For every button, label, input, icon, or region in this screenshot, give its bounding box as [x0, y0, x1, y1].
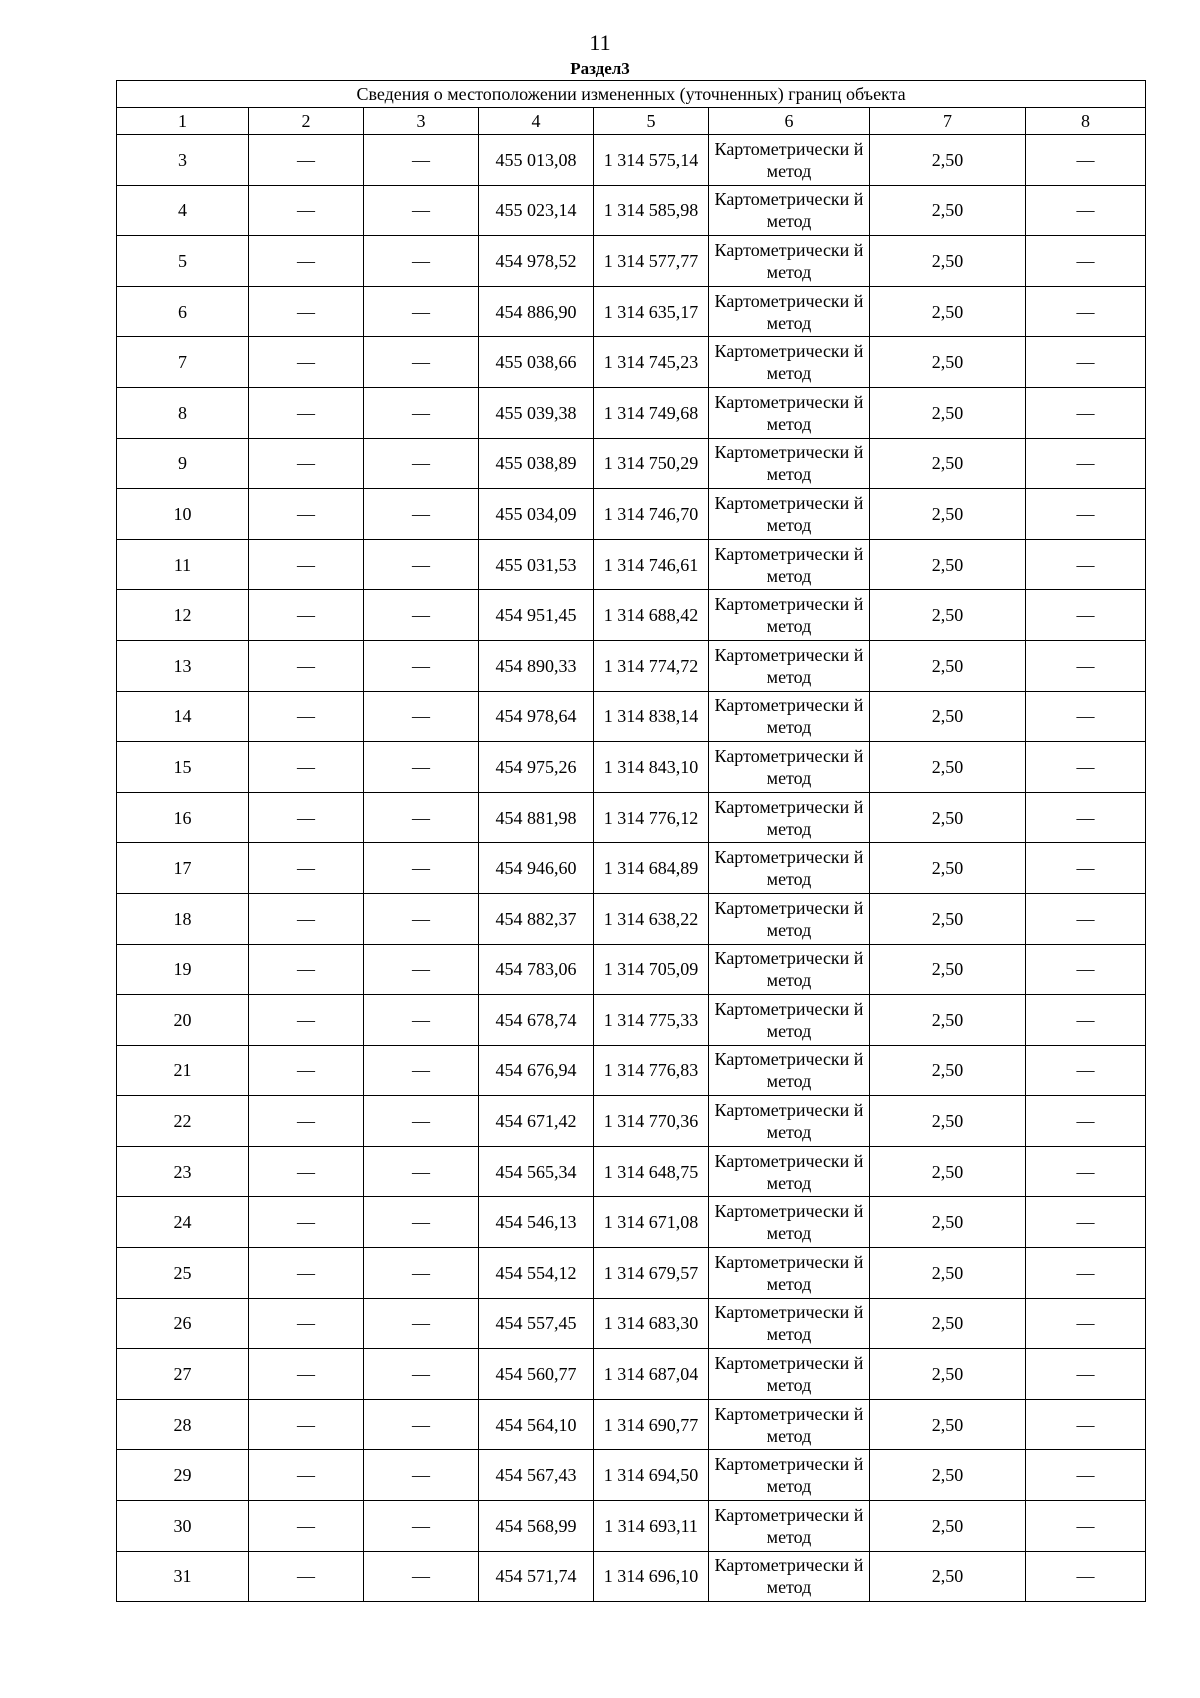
method-cell: Картометрически й метод: [709, 1248, 870, 1299]
column-3-cell: —: [364, 438, 479, 489]
column-3-cell: —: [364, 236, 479, 287]
x-coordinate-cell: 454 567,43: [479, 1450, 594, 1501]
table-row: [117, 387, 1146, 438]
column-8-cell: —: [1026, 1551, 1146, 1602]
table-caption: Сведения о местоположении измененных (уточненных) границ объекта: [117, 81, 1146, 108]
y-coordinate-cell: 1 314 577,77: [594, 236, 709, 287]
column-header: 6: [709, 108, 870, 135]
column-3-cell: —: [364, 1197, 479, 1248]
precision-cell: 2,50: [870, 135, 1026, 186]
point-number-cell: 7: [117, 337, 249, 388]
column-3-cell: —: [364, 489, 479, 540]
precision-cell: 2,50: [870, 995, 1026, 1046]
column-2-cell: —: [249, 742, 364, 793]
column-2-cell: —: [249, 489, 364, 540]
precision-cell: 2,50: [870, 1096, 1026, 1147]
y-coordinate-cell: 1 314 688,42: [594, 590, 709, 641]
section-title: Раздел3: [570, 59, 630, 78]
column-8-cell: —: [1026, 489, 1146, 540]
column-3-cell: —: [364, 792, 479, 843]
column-2-cell: —: [249, 1096, 364, 1147]
point-number-cell: 11: [117, 539, 249, 590]
table-row: [117, 135, 1146, 186]
y-coordinate-cell: 1 314 750,29: [594, 438, 709, 489]
column-8-cell: —: [1026, 792, 1146, 843]
column-3-cell: —: [364, 742, 479, 793]
table-row: [117, 1298, 1146, 1349]
point-number-cell: 15: [117, 742, 249, 793]
column-3-cell: —: [364, 843, 479, 894]
table-row: [117, 1349, 1146, 1400]
table-row: [117, 489, 1146, 540]
column-8-cell: —: [1026, 1248, 1146, 1299]
column-2-cell: —: [249, 438, 364, 489]
column-8-cell: —: [1026, 1197, 1146, 1248]
precision-cell: 2,50: [870, 1146, 1026, 1197]
column-2-cell: —: [249, 1501, 364, 1552]
method-cell: Картометрически й метод: [709, 1349, 870, 1400]
table-row: [117, 1248, 1146, 1299]
y-coordinate-cell: 1 314 694,50: [594, 1450, 709, 1501]
column-8-cell: —: [1026, 691, 1146, 742]
table-row: [117, 438, 1146, 489]
table-row: [117, 286, 1146, 337]
column-2-cell: —: [249, 1045, 364, 1096]
precision-cell: 2,50: [870, 236, 1026, 287]
method-cell: Картометрически й метод: [709, 337, 870, 388]
method-cell: Картометрически й метод: [709, 893, 870, 944]
column-header-row: [117, 108, 1146, 135]
x-coordinate-cell: 455 013,08: [479, 135, 594, 186]
column-8-cell: —: [1026, 640, 1146, 691]
column-3-cell: —: [364, 893, 479, 944]
precision-cell: 2,50: [870, 893, 1026, 944]
method-cell: Картометрически й метод: [709, 1096, 870, 1147]
table-row: [117, 843, 1146, 894]
precision-cell: 2,50: [870, 1450, 1026, 1501]
point-number-cell: 12: [117, 590, 249, 641]
page-number: 11: [589, 30, 611, 55]
column-2-cell: —: [249, 691, 364, 742]
point-number-cell: 17: [117, 843, 249, 894]
y-coordinate-cell: 1 314 679,57: [594, 1248, 709, 1299]
y-coordinate-cell: 1 314 775,33: [594, 995, 709, 1046]
x-coordinate-cell: 454 946,60: [479, 843, 594, 894]
column-header: 4: [479, 108, 594, 135]
point-number-cell: 5: [117, 236, 249, 287]
method-cell: Картометрически й метод: [709, 1399, 870, 1450]
table-row: [117, 185, 1146, 236]
method-cell: Картометрически й метод: [709, 387, 870, 438]
method-cell: Картометрически й метод: [709, 995, 870, 1046]
column-8-cell: —: [1026, 1501, 1146, 1552]
column-8-cell: —: [1026, 944, 1146, 995]
column-3-cell: —: [364, 185, 479, 236]
x-coordinate-cell: 455 034,09: [479, 489, 594, 540]
method-cell: Картометрически й метод: [709, 792, 870, 843]
column-2-cell: —: [249, 337, 364, 388]
y-coordinate-cell: 1 314 746,61: [594, 539, 709, 590]
precision-cell: 2,50: [870, 337, 1026, 388]
column-3-cell: —: [364, 1146, 479, 1197]
y-coordinate-cell: 1 314 638,22: [594, 893, 709, 944]
column-8-cell: —: [1026, 742, 1146, 793]
column-8-cell: —: [1026, 236, 1146, 287]
column-2-cell: —: [249, 1399, 364, 1450]
column-3-cell: —: [364, 1298, 479, 1349]
precision-cell: 2,50: [870, 1551, 1026, 1602]
x-coordinate-cell: 454 890,33: [479, 640, 594, 691]
table-row: [117, 337, 1146, 388]
point-number-cell: 10: [117, 489, 249, 540]
method-cell: Картометрически й метод: [709, 236, 870, 287]
precision-cell: 2,50: [870, 438, 1026, 489]
precision-cell: 2,50: [870, 742, 1026, 793]
method-cell: Картометрически й метод: [709, 590, 870, 641]
point-number-cell: 25: [117, 1248, 249, 1299]
point-number-cell: 29: [117, 1450, 249, 1501]
column-3-cell: —: [364, 691, 479, 742]
method-cell: Картометрически й метод: [709, 438, 870, 489]
x-coordinate-cell: 455 038,89: [479, 438, 594, 489]
column-2-cell: —: [249, 1450, 364, 1501]
table-body: [117, 135, 1146, 1602]
table-row: [117, 944, 1146, 995]
precision-cell: 2,50: [870, 944, 1026, 995]
column-header: 5: [594, 108, 709, 135]
column-8-cell: —: [1026, 590, 1146, 641]
x-coordinate-cell: 454 975,26: [479, 742, 594, 793]
column-8-cell: —: [1026, 185, 1146, 236]
x-coordinate-cell: 454 560,77: [479, 1349, 594, 1400]
table-row: [117, 691, 1146, 742]
y-coordinate-cell: 1 314 749,68: [594, 387, 709, 438]
table-row: [117, 1197, 1146, 1248]
column-3-cell: —: [364, 1399, 479, 1450]
point-number-cell: 22: [117, 1096, 249, 1147]
column-3-cell: —: [364, 590, 479, 641]
precision-cell: 2,50: [870, 640, 1026, 691]
method-cell: Картометрически й метод: [709, 691, 870, 742]
column-2-cell: —: [249, 1298, 364, 1349]
x-coordinate-cell: 454 546,13: [479, 1197, 594, 1248]
y-coordinate-cell: 1 314 671,08: [594, 1197, 709, 1248]
column-2-cell: —: [249, 843, 364, 894]
column-8-cell: —: [1026, 995, 1146, 1046]
column-header: 3: [364, 108, 479, 135]
table-row: [117, 640, 1146, 691]
x-coordinate-cell: 454 571,74: [479, 1551, 594, 1602]
method-cell: Картометрически й метод: [709, 843, 870, 894]
column-8-cell: —: [1026, 1146, 1146, 1197]
point-number-cell: 14: [117, 691, 249, 742]
y-coordinate-cell: 1 314 838,14: [594, 691, 709, 742]
x-coordinate-cell: 454 678,74: [479, 995, 594, 1046]
point-number-cell: 27: [117, 1349, 249, 1400]
column-8-cell: —: [1026, 1298, 1146, 1349]
column-2-cell: —: [249, 539, 364, 590]
method-cell: Картометрически й метод: [709, 1298, 870, 1349]
column-2-cell: —: [249, 590, 364, 641]
column-3-cell: —: [364, 1501, 479, 1552]
x-coordinate-cell: 455 039,38: [479, 387, 594, 438]
column-3-cell: —: [364, 1450, 479, 1501]
column-3-cell: —: [364, 1349, 479, 1400]
boundary-coordinates-table: [116, 80, 1146, 1602]
y-coordinate-cell: 1 314 770,36: [594, 1096, 709, 1147]
method-cell: Картометрически й метод: [709, 539, 870, 590]
table-row: [117, 893, 1146, 944]
column-3-cell: —: [364, 135, 479, 186]
point-number-cell: 31: [117, 1551, 249, 1602]
column-3-cell: —: [364, 539, 479, 590]
point-number-cell: 19: [117, 944, 249, 995]
precision-cell: 2,50: [870, 1501, 1026, 1552]
column-8-cell: —: [1026, 438, 1146, 489]
column-8-cell: —: [1026, 1349, 1146, 1400]
precision-cell: 2,50: [870, 286, 1026, 337]
column-2-cell: —: [249, 640, 364, 691]
column-2-cell: —: [249, 995, 364, 1046]
precision-cell: 2,50: [870, 590, 1026, 641]
column-8-cell: —: [1026, 1045, 1146, 1096]
column-2-cell: —: [249, 185, 364, 236]
table-row: [117, 236, 1146, 287]
precision-cell: 2,50: [870, 843, 1026, 894]
column-8-cell: —: [1026, 135, 1146, 186]
column-header: 1: [117, 108, 249, 135]
y-coordinate-cell: 1 314 843,10: [594, 742, 709, 793]
point-number-cell: 26: [117, 1298, 249, 1349]
method-cell: Картометрически й метод: [709, 742, 870, 793]
y-coordinate-cell: 1 314 648,75: [594, 1146, 709, 1197]
column-8-cell: —: [1026, 387, 1146, 438]
table-row: [117, 1501, 1146, 1552]
column-2-cell: —: [249, 286, 364, 337]
point-number-cell: 16: [117, 792, 249, 843]
x-coordinate-cell: 454 564,10: [479, 1399, 594, 1450]
column-8-cell: —: [1026, 1399, 1146, 1450]
point-number-cell: 9: [117, 438, 249, 489]
column-8-cell: —: [1026, 1450, 1146, 1501]
precision-cell: 2,50: [870, 691, 1026, 742]
precision-cell: 2,50: [870, 185, 1026, 236]
column-2-cell: —: [249, 944, 364, 995]
method-cell: Картометрически й метод: [709, 286, 870, 337]
column-3-cell: —: [364, 387, 479, 438]
y-coordinate-cell: 1 314 687,04: [594, 1349, 709, 1400]
column-2-cell: —: [249, 1551, 364, 1602]
column-8-cell: —: [1026, 1096, 1146, 1147]
y-coordinate-cell: 1 314 745,23: [594, 337, 709, 388]
method-cell: Картометрически й метод: [709, 1551, 870, 1602]
point-number-cell: 28: [117, 1399, 249, 1450]
x-coordinate-cell: 454 951,45: [479, 590, 594, 641]
point-number-cell: 8: [117, 387, 249, 438]
method-cell: Картометрически й метод: [709, 1146, 870, 1197]
x-coordinate-cell: 454 886,90: [479, 286, 594, 337]
x-coordinate-cell: 454 557,45: [479, 1298, 594, 1349]
x-coordinate-cell: 454 978,52: [479, 236, 594, 287]
method-cell: Картометрически й метод: [709, 640, 870, 691]
column-3-cell: —: [364, 286, 479, 337]
x-coordinate-cell: 454 565,34: [479, 1146, 594, 1197]
point-number-cell: 3: [117, 135, 249, 186]
method-cell: Картометрически й метод: [709, 1501, 870, 1552]
method-cell: Картометрически й метод: [709, 944, 870, 995]
column-2-cell: —: [249, 1349, 364, 1400]
column-header: 7: [870, 108, 1026, 135]
method-cell: Картометрически й метод: [709, 185, 870, 236]
method-cell: Картометрически й метод: [709, 489, 870, 540]
y-coordinate-cell: 1 314 696,10: [594, 1551, 709, 1602]
point-number-cell: 23: [117, 1146, 249, 1197]
table-row: [117, 539, 1146, 590]
table-row: [117, 742, 1146, 793]
column-3-cell: —: [364, 1045, 479, 1096]
x-coordinate-cell: 455 023,14: [479, 185, 594, 236]
precision-cell: 2,50: [870, 1399, 1026, 1450]
column-3-cell: —: [364, 1551, 479, 1602]
precision-cell: 2,50: [870, 1349, 1026, 1400]
y-coordinate-cell: 1 314 635,17: [594, 286, 709, 337]
method-cell: Картометрически й метод: [709, 1197, 870, 1248]
table-row: [117, 995, 1146, 1046]
y-coordinate-cell: 1 314 693,11: [594, 1501, 709, 1552]
column-header: 8: [1026, 108, 1146, 135]
column-3-cell: —: [364, 1096, 479, 1147]
x-coordinate-cell: 454 978,64: [479, 691, 594, 742]
column-3-cell: —: [364, 995, 479, 1046]
column-2-cell: —: [249, 387, 364, 438]
column-2-cell: —: [249, 236, 364, 287]
table-row: [117, 590, 1146, 641]
precision-cell: 2,50: [870, 792, 1026, 843]
y-coordinate-cell: 1 314 774,72: [594, 640, 709, 691]
column-2-cell: —: [249, 135, 364, 186]
y-coordinate-cell: 1 314 585,98: [594, 185, 709, 236]
column-2-cell: —: [249, 893, 364, 944]
table-row: [117, 1399, 1146, 1450]
column-2-cell: —: [249, 1197, 364, 1248]
precision-cell: 2,50: [870, 539, 1026, 590]
x-coordinate-cell: 454 783,06: [479, 944, 594, 995]
precision-cell: 2,50: [870, 1298, 1026, 1349]
point-number-cell: 30: [117, 1501, 249, 1552]
table-row: [117, 1096, 1146, 1147]
y-coordinate-cell: 1 314 683,30: [594, 1298, 709, 1349]
x-coordinate-cell: 454 882,37: [479, 893, 594, 944]
x-coordinate-cell: 455 038,66: [479, 337, 594, 388]
table-row: [117, 1045, 1146, 1096]
method-cell: Картометрически й метод: [709, 135, 870, 186]
point-number-cell: 24: [117, 1197, 249, 1248]
x-coordinate-cell: 454 554,12: [479, 1248, 594, 1299]
method-cell: Картометрически й метод: [709, 1045, 870, 1096]
table-row: [117, 1146, 1146, 1197]
point-number-cell: 20: [117, 995, 249, 1046]
y-coordinate-cell: 1 314 776,12: [594, 792, 709, 843]
y-coordinate-cell: 1 314 776,83: [594, 1045, 709, 1096]
table-row: [117, 792, 1146, 843]
x-coordinate-cell: 454 568,99: [479, 1501, 594, 1552]
x-coordinate-cell: 454 671,42: [479, 1096, 594, 1147]
precision-cell: 2,50: [870, 1197, 1026, 1248]
precision-cell: 2,50: [870, 387, 1026, 438]
y-coordinate-cell: 1 314 575,14: [594, 135, 709, 186]
point-number-cell: 21: [117, 1045, 249, 1096]
x-coordinate-cell: 454 676,94: [479, 1045, 594, 1096]
column-header: 2: [249, 108, 364, 135]
column-3-cell: —: [364, 337, 479, 388]
column-3-cell: —: [364, 1248, 479, 1299]
column-8-cell: —: [1026, 539, 1146, 590]
table-row: [117, 1551, 1146, 1602]
point-number-cell: 18: [117, 893, 249, 944]
column-2-cell: —: [249, 792, 364, 843]
y-coordinate-cell: 1 314 705,09: [594, 944, 709, 995]
column-3-cell: —: [364, 640, 479, 691]
column-8-cell: —: [1026, 286, 1146, 337]
precision-cell: 2,50: [870, 1045, 1026, 1096]
column-8-cell: —: [1026, 843, 1146, 894]
table-row: [117, 1450, 1146, 1501]
point-number-cell: 13: [117, 640, 249, 691]
column-8-cell: —: [1026, 337, 1146, 388]
y-coordinate-cell: 1 314 690,77: [594, 1399, 709, 1450]
point-number-cell: 4: [117, 185, 249, 236]
method-cell: Картометрически й метод: [709, 1450, 870, 1501]
precision-cell: 2,50: [870, 489, 1026, 540]
x-coordinate-cell: 454 881,98: [479, 792, 594, 843]
column-2-cell: —: [249, 1248, 364, 1299]
y-coordinate-cell: 1 314 746,70: [594, 489, 709, 540]
y-coordinate-cell: 1 314 684,89: [594, 843, 709, 894]
column-3-cell: —: [364, 944, 479, 995]
point-number-cell: 6: [117, 286, 249, 337]
x-coordinate-cell: 455 031,53: [479, 539, 594, 590]
column-2-cell: —: [249, 1146, 364, 1197]
column-8-cell: —: [1026, 893, 1146, 944]
precision-cell: 2,50: [870, 1248, 1026, 1299]
